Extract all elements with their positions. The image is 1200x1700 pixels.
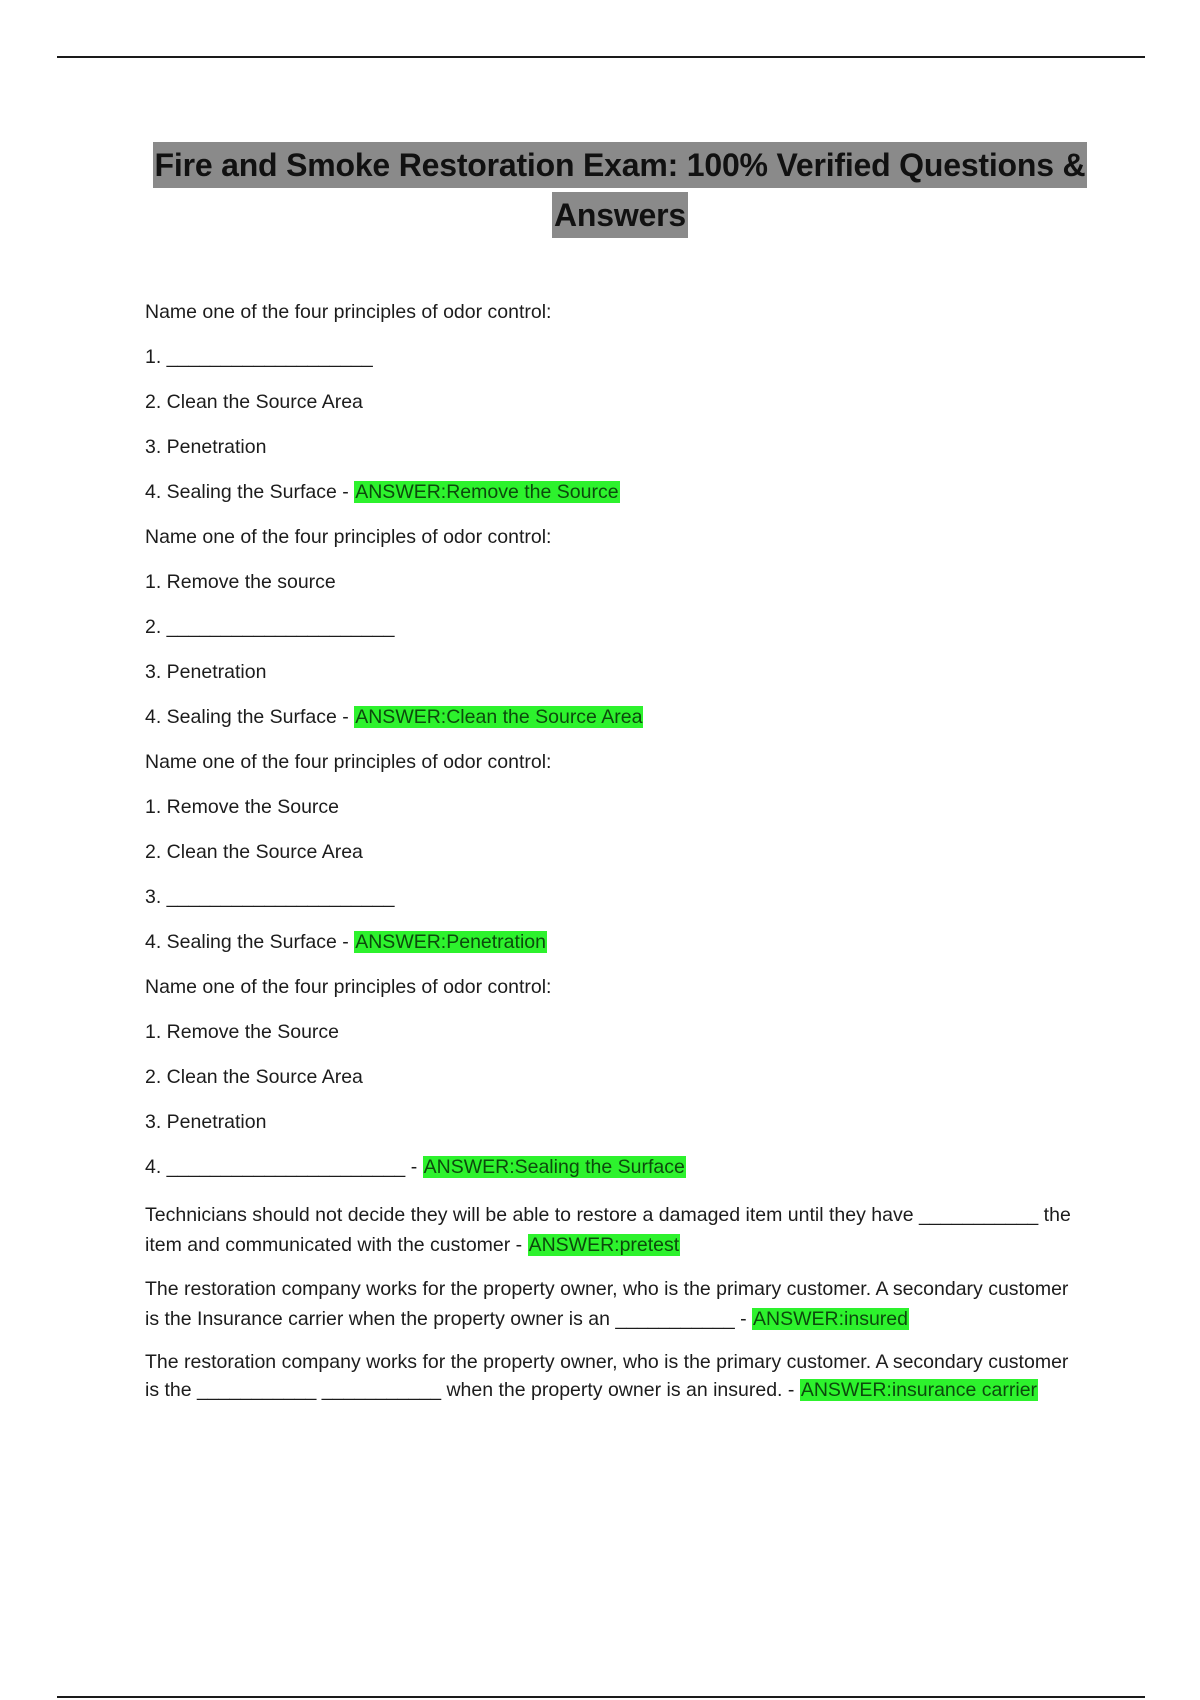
document-body (145, 300, 1075, 1418)
title-line-2: Answers (552, 192, 688, 238)
footer-rule (57, 1696, 1145, 1698)
question-prompt: Name one of the four principles of odor control: (145, 301, 552, 323)
option-line: 2. Clean the Source Area (145, 391, 363, 413)
option-line: 1. Remove the Source (145, 796, 340, 818)
question-prompt: Name one of the four principles of odor control: (145, 751, 552, 773)
option-line: 1. ___________________ (145, 346, 373, 368)
question-prompt: Name one of the four principles of odor control: (145, 976, 552, 998)
answer-highlight: ANSWER:Remove the Source (355, 481, 619, 503)
answer-highlight: ANSWER:Penetration (355, 931, 546, 953)
title-line-1: Fire and Smoke Restoration Exam: 100% Verified Questions & (153, 142, 1088, 188)
option-line-with-answer (145, 705, 1075, 750)
question-prompt: Name one of the four principles of odor control: (145, 526, 552, 548)
option-line: 3. Penetration (145, 1111, 267, 1133)
question-paragraph (145, 1274, 1075, 1334)
option-text: 4. Sealing the Surface - (145, 706, 355, 728)
document-title (60, 142, 1180, 238)
answer-highlight: ANSWER:insurance carrier (800, 1379, 1038, 1401)
question-text: Technicians should not decide they will be able to restore a damaged item until they have ___________ the item and communicated with the customer - (145, 1204, 1071, 1256)
question-text: The restoration company works for the property owner, who is the primary customer. A secondary customer is the Insurance carrier when the property owner is an ___________ - (145, 1278, 1069, 1330)
option-line: 2. Clean the Source Area (145, 1066, 363, 1088)
question-paragraph (145, 1348, 1075, 1404)
option-line: 1. Remove the source (145, 571, 336, 593)
option-line: 2. Clean the Source Area (145, 841, 363, 863)
option-line: 1. Remove the Source (145, 1021, 340, 1043)
question-paragraph (145, 1200, 1075, 1260)
question-text: The restoration company works for the property owner, who is the primary customer. A secondary customer is the ___________ ___________ when the property owner is an insured. - (145, 1351, 1069, 1401)
option-line: 3. Penetration (145, 436, 267, 458)
option-text: 4. ______________________ - (145, 1156, 423, 1178)
header-rule (57, 56, 1145, 58)
option-line: 3. Penetration (145, 661, 267, 683)
option-line-with-answer (145, 480, 1075, 525)
option-line: 3. _____________________ (145, 886, 395, 908)
answer-highlight: ANSWER:Clean the Source Area (355, 706, 643, 728)
answer-highlight: ANSWER:Sealing the Surface (423, 1156, 685, 1178)
option-text: 4. Sealing the Surface - (145, 931, 355, 953)
option-line: 2. _____________________ (145, 616, 395, 638)
answer-highlight: ANSWER:insured (753, 1308, 908, 1330)
answer-highlight: ANSWER:pretest (528, 1234, 680, 1256)
option-line-with-answer (145, 930, 1075, 975)
option-line-with-answer (145, 1155, 1075, 1200)
option-text: 4. Sealing the Surface - (145, 481, 355, 503)
